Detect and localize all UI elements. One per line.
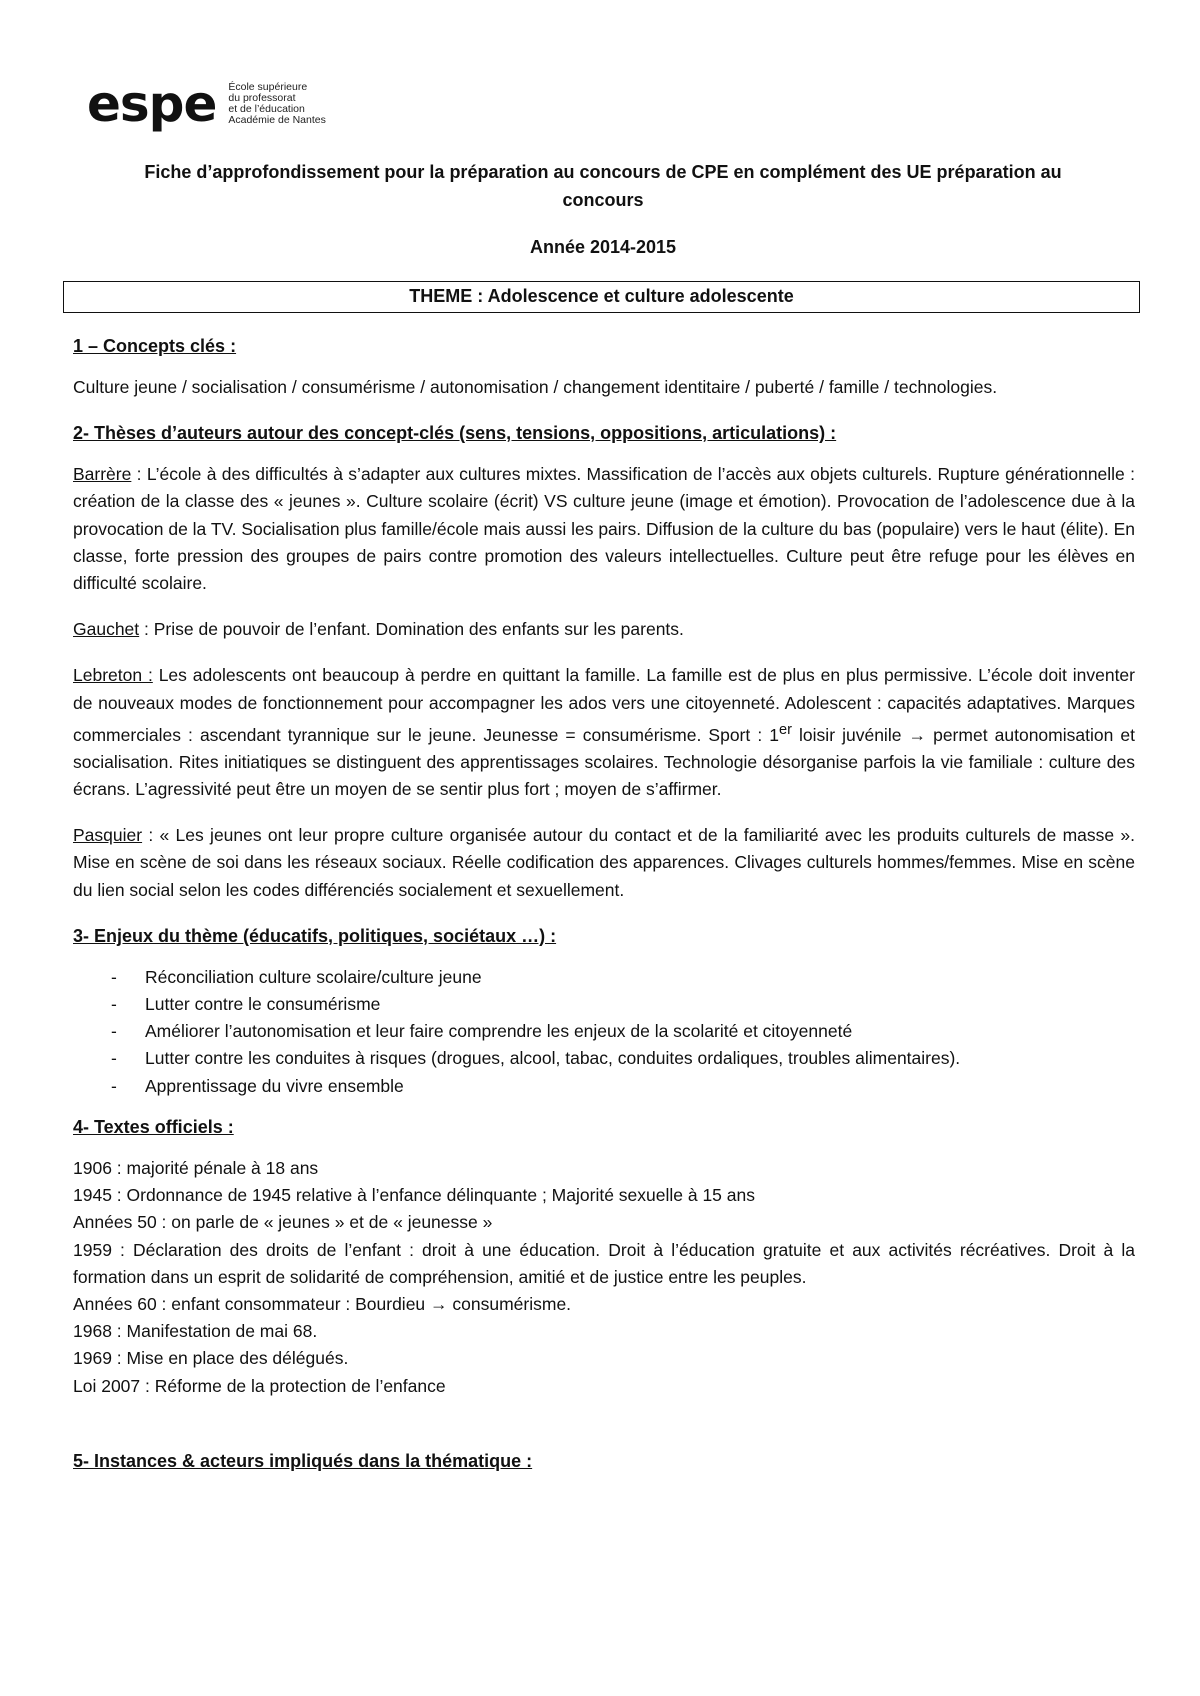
list-item: - Lutter contre le consumérisme	[73, 991, 1135, 1018]
official-text-part: consumérisme.	[447, 1293, 572, 1314]
espe-logo	[87, 75, 326, 133]
author-text: « Les jeunes ont leur propre culture organisée autour du contact et de la familiarité avec les produits culturels de masse ». Mise en scène de soi dans les réseaux sociaux. Réelle codification des apparences. Clivages culturels hommes/femmes. Mise en scène du lien social selon les codes différenciés socialement et sexuellement.	[73, 825, 1136, 900]
author-gauchet	[73, 616, 1135, 643]
official-text-line: 1959 : Déclaration des droits de l’enfant : droit à une éducation. Droit à l’éducation gratuite et aux activités récréatives. Droit à la formation dans un esprit de solidarité de compréhension, amitié et de justice entre les peuples.	[73, 1239, 1135, 1287]
author-pasquier	[73, 822, 1135, 904]
superscript-er: er	[779, 721, 792, 738]
section-4-heading: 4- Textes officiels :	[73, 1116, 234, 1137]
section-1-heading: 1 – Concepts clés :	[73, 336, 237, 356]
author-lebreton	[73, 662, 1135, 803]
author-text: Les adolescents ont beaucoup à perdre en quittant la famille. La famille est de plus en plus permissive. L’école doit inventer de nouveaux modes de fonctionnement pour accompagner les ados vers une citoyenneté. Adolescent : capacités adaptatives. Marques commerciales : ascendant tyrannique sur le jeune. Jeunesse = consumérisme. Sport : 1	[73, 665, 1135, 745]
official-text-line: 1945 : Ordonnance de 1945 relative à l’enfance délinquante ; Majorité sexuelle à 15 ans	[73, 1185, 755, 1206]
arrow-right-icon: →	[430, 1293, 448, 1314]
theme-box: THEME : Adolescence et culture adolescente	[63, 281, 1140, 313]
espe-logo-text	[228, 82, 325, 126]
logo-line: École supérieure	[228, 81, 308, 93]
author-barrere	[73, 461, 1135, 597]
official-text-line: Loi 2007 : Réforme de la protection de l’enfance	[73, 1375, 446, 1396]
author-name: Pasquier	[73, 825, 143, 846]
official-text-line: Années 50 : on parle de « jeunes » et de « jeunesse »	[73, 1212, 493, 1233]
list-item: - Améliorer l’autonomisation et leur faire comprendre les enjeux de la scolarité et citoyenneté	[73, 1018, 1135, 1045]
logo-line: et de l’éducation	[228, 103, 305, 115]
logo-line: Académie de Nantes	[228, 114, 326, 126]
section-2-heading: 2- Thèses d’auteurs autour des concept-clés (sens, tensions, oppositions, articulations) :	[73, 423, 837, 444]
author-text: L’école à des difficultés à s’adapter aux cultures mixtes. Massification de l’accès aux objets culturels. Rupture générationnelle : création de la classe des « jeunes ». Culture scolaire (écrit) VS culture jeune (image et émotion). Provocation de l’adolescence due à la provocation de la TV. Socialisation plus famille/école mais aussi les pairs. Diffusion de la culture du bas (populaire) vers le haut (élite). En classe, forte pression des groupes de pairs contre promotion des valeurs intellectuelles. Culture peut être refuge pour les élèves en difficulté scolaire.	[73, 464, 1135, 594]
official-text-part: Années 60 : enfant consommateur : Bourdieu	[73, 1293, 431, 1314]
author-sep: :	[131, 464, 147, 485]
author-text: permet autonomisation et socialisation. Rites initiatiques se distinguent des apprentissages scolaires. Technologie désorganise parfois la vie familiale : culture des écrans. L’agressivité peut être un moyen de se sentir plus fort ; moyen de s’affirmer.	[73, 724, 1135, 800]
document-title: Fiche d’approfondissement pour la préparation au concours de CPE en complément des UE préparation au concours	[144, 162, 1062, 210]
official-text-line	[73, 1291, 1135, 1318]
author-sep: :	[142, 825, 160, 846]
author-text: loisir juvénile	[791, 724, 909, 745]
author-name: Gauchet	[73, 619, 140, 640]
official-text-line: 1906 : majorité pénale à 18 ans	[73, 1157, 319, 1178]
list-item: - Lutter contre les conduites à risques (drogues, alcool, tabac, conduites ordaliques, troubles alimentaires).	[73, 1045, 1135, 1072]
logo-line: du professorat	[228, 92, 296, 104]
document-year: Année 2014-2015	[529, 237, 677, 257]
document-content	[73, 333, 1135, 1489]
section-3-list	[73, 964, 1135, 1100]
document-page	[73, 0, 1135, 1696]
list-item: - Réconciliation culture scolaire/culture jeune	[73, 964, 1135, 991]
section-3-heading: 3- Enjeux du thème (éducatifs, politiques, sociétaux …) :	[73, 925, 557, 946]
author-text: Prise de pouvoir de l’enfant. Domination des enfants sur les parents.	[153, 619, 684, 640]
author-name: Barrère	[73, 464, 132, 485]
espe-logo-mark: espe	[87, 75, 217, 133]
list-item: - Apprentissage du vivre ensemble	[73, 1073, 1135, 1100]
arrow-right-icon: →	[908, 724, 927, 745]
section-1-text: Culture jeune / socialisation / consumérisme / autonomisation / changement identitaire / puberté / famille / technologies.	[73, 377, 998, 397]
author-name: Lebreton :	[73, 665, 153, 686]
author-sep: :	[139, 619, 154, 640]
official-text-line: 1968 : Manifestation de mai 68.	[73, 1321, 318, 1342]
section-4-list	[73, 1155, 1135, 1400]
section-5-heading: 5- Instances & acteurs impliqués dans la thématique :	[73, 1450, 533, 1471]
official-text-line: 1969 : Mise en place des délégués.	[73, 1348, 349, 1369]
